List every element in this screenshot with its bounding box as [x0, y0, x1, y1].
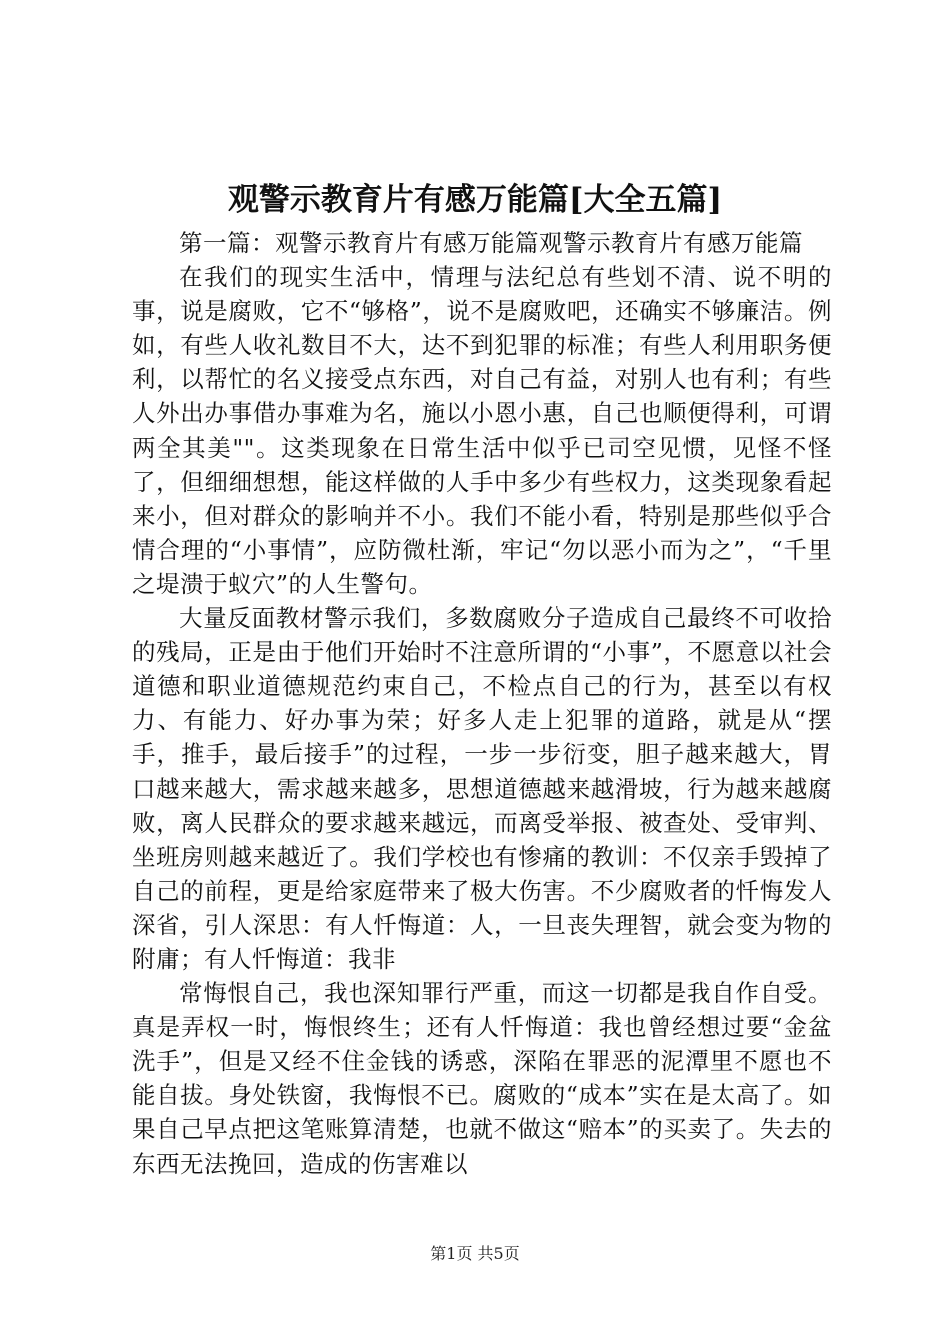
document-body	[132, 226, 832, 1181]
paragraph-3: 常悔恨自己，我也深知罪行严重，而这一切都是我自作自受。真是弄权一时，悔恨终生；还有人忏悔道：我也曾经想过要“金盆洗手”，但是又经不住金钱的诱惑，深陷在罪恶的泥潭里不愿也不能自拔。身处铁窗，我悔恨不已。腐败的“成本”实在是太高了。如果自己早点把这笔账算清楚，也就不做这“赔本”的买卖了。失去的东西无法挽回，造成的伤害难以	[132, 979, 832, 1178]
paragraph-1: 在我们的现实生活中，情理与法纪总有些划不清、说不明的事，说是腐败，它不“够格”，说不是腐败吧，还确实不够廉洁。例如，有些人收礼数目不大，达不到犯罪的标准；有些人利用职务便利，以帮忙的名义接受点东西，对自己有益，对别人也有利；有些人外出办事借办事难为名，施以小恩小惠，自己也顺便得利，可谓两全其美""。这类现象在日常生活中似乎已司空见惯，见怪不怪了，但细细想想，能这样做的人手中多少有些权力，这类现象看起来小，但对群众的影响并不小。我们不能小看，特别是那些似乎合情合理的“小事情”，应防微杜渐，牢记“勿以恶小而为之”，“千里之堤溃于蚁穴”的人生警句。	[132, 263, 832, 598]
paragraph-heading: 第一篇：观警示教育片有感万能篇观警示教育片有感万能篇	[179, 229, 803, 257]
page-footer: 第1页 共5页	[430, 1244, 520, 1263]
document-title: 观警示教育片有感万能篇[大全五篇]	[227, 182, 723, 218]
paragraph-2: 大量反面教材警示我们，多数腐败分子造成自己最终不可收拾的残局，正是由于他们开始时不注意所谓的“小事”，不愿意以社会道德和职业道德规范约束自己，不检点自己的行为，甚至以有权力、有能力、好办事为荣；好多人走上犯罪的道路，就是从“摆手，推手，最后接手”的过程，一步一步衍变，胆子越来越大，胃口越来越大，需求越来越多，思想道德越来越滑坡，行为越来越腐败，离人民群众的要求越来越远，而离受举报、被查处、受审判、坐班房则越来越近了。我们学校也有惨痛的教训：不仅亲手毁掉了自己的前程，更是给家庭带来了极大伤害。不少腐败者的忏悔发人深省，引人深思：有人忏悔道：人，一旦丧失理智，就会变为物的附庸；有人忏悔道：我非	[132, 604, 832, 973]
